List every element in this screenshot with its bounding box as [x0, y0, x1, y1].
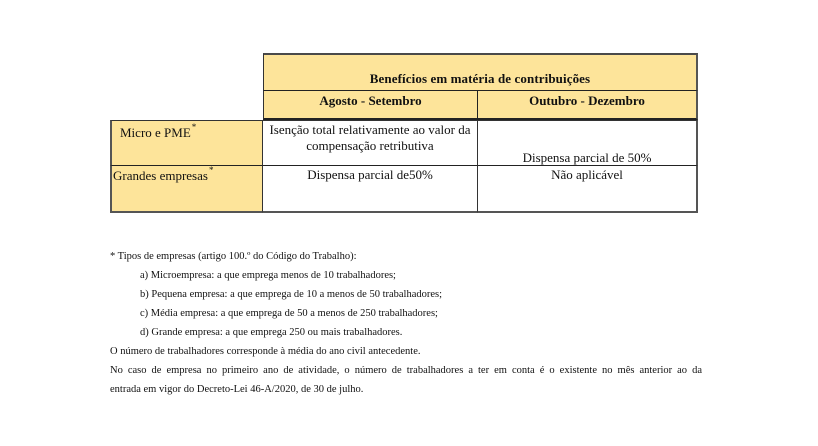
cell-grandes-outubro-dezembro: Não aplicável: [478, 166, 698, 213]
footnote-paragraph: O número de trabalhadores corresponde à média do ano civil antecedente.: [110, 346, 421, 357]
footnote-item: c) Média empresa: a que emprega de 50 a menos de 250 trabalhadores;: [140, 308, 438, 319]
table-header-title: [263, 53, 698, 91]
column-header-outubro-dezembro: Outubro - Dezembro: [478, 91, 698, 120]
footnote-intro: * Tipos de empresas (artigo 100.º do Código do Trabalho):: [110, 251, 357, 262]
footnotes: [110, 247, 702, 399]
footnote-paragraph: entrada em vigor do Decreto-Lei 46-A/2020, de 30 de julho.: [110, 384, 364, 395]
footnote-paragraph: No caso de empresa no primeiro ano de atividade, o número de trabalhadores a ter em conta é o existente no mês anterior ao da: [110, 365, 702, 376]
row-label-micro-pme: [110, 120, 263, 166]
cell-micro-pme-outubro-dezembro: Dispensa parcial de 50%: [478, 120, 698, 166]
column-header-agosto-setembro: Agosto - Setembro: [263, 91, 478, 120]
footnote-item: b) Pequena empresa: a que emprega de 10 a menos de 50 trabalhadores;: [140, 289, 443, 300]
footnote-item: a) Microempresa: a que emprega menos de 10 trabalhadores;: [140, 270, 396, 281]
cell-grandes-agosto-setembro: Dispensa parcial de50%: [263, 166, 478, 213]
row-label-text: Grandes empresas: [113, 168, 208, 183]
row-label-grandes-empresas: [110, 166, 263, 213]
footnote-mark: *: [208, 165, 214, 175]
cell-micro-pme-agosto-setembro: Isenção total relativamente ao valor da compensação retributiva: [263, 120, 478, 166]
footnote-mark: *: [191, 122, 197, 132]
footnote-item: d) Grande empresa: a que emprega 250 ou mais trabalhadores.: [140, 327, 403, 338]
table-title-text: Benefícios em matéria de contribuições: [369, 71, 591, 86]
row-label-text: Micro e PME: [120, 125, 191, 140]
